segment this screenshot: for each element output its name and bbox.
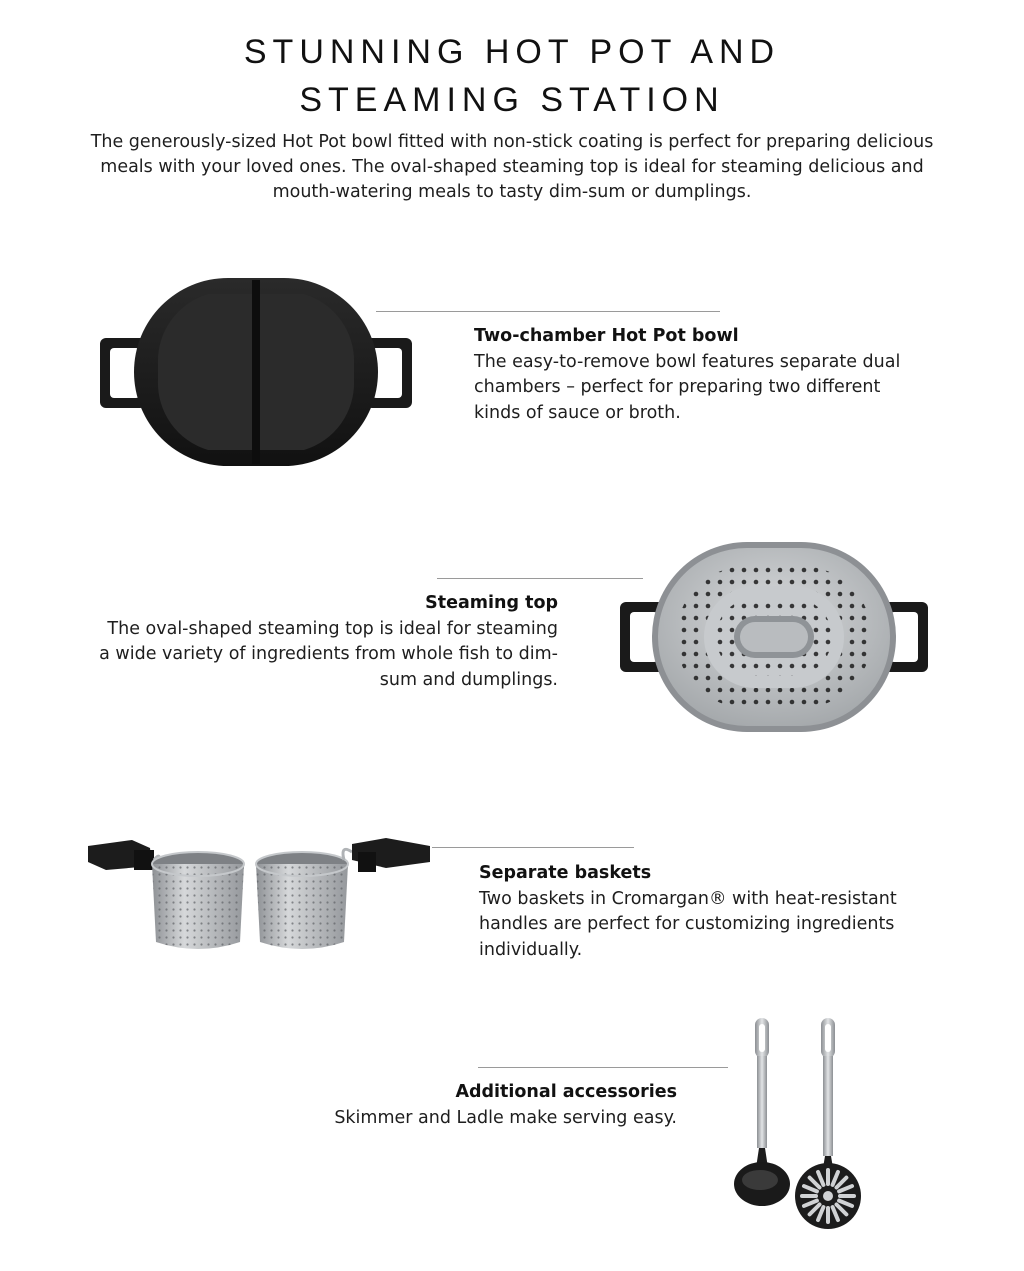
feature-heading: Separate baskets bbox=[479, 863, 652, 883]
feature-additional-accessories bbox=[300, 1080, 677, 1131]
divider-line bbox=[376, 311, 720, 312]
page-title bbox=[0, 28, 1024, 124]
feature-description: Skimmer and Ladle make serving easy. bbox=[334, 1107, 677, 1128]
feature-separate-baskets bbox=[479, 861, 909, 963]
divider-line bbox=[437, 578, 643, 579]
title-line-2: STEAMING STATION bbox=[299, 81, 725, 119]
feature-steaming-top bbox=[98, 591, 558, 693]
feature-description: The oval-shaped steaming top is ideal for steaming a wide variety of ingredients from whole fish to dim-sum and dumplings. bbox=[99, 618, 558, 690]
divider-line bbox=[478, 1067, 728, 1068]
feature-description: The easy-to-remove bowl features separate dual chambers – perfect for preparing two different kinds of sauce or broth. bbox=[474, 351, 901, 423]
hot-pot-bowl-image bbox=[96, 276, 416, 468]
divider-line bbox=[432, 847, 634, 848]
feature-heading: Two-chamber Hot Pot bowl bbox=[474, 326, 739, 346]
intro-paragraph: The generously-sized Hot Pot bowl fitted with non-stick coating is perfect for preparing delicious meals with your loved ones. The oval-shaped steaming top is ideal for steaming delicious and mouth-watering meals to tasty dim-sum or dumplings. bbox=[90, 132, 934, 202]
baskets-image bbox=[86, 836, 434, 954]
steaming-top-image bbox=[618, 540, 930, 734]
feature-hot-pot-bowl bbox=[474, 324, 914, 426]
feature-heading: Additional accessories bbox=[455, 1082, 677, 1102]
skimmer-and-ladle-image bbox=[730, 1016, 866, 1230]
title-line-1: STUNNING HOT POT AND bbox=[243, 33, 781, 71]
feature-description: Two baskets in Cromargan® with heat-resistant handles are perfect for customizing ingredients individually. bbox=[479, 888, 897, 960]
feature-heading: Steaming top bbox=[425, 593, 558, 613]
